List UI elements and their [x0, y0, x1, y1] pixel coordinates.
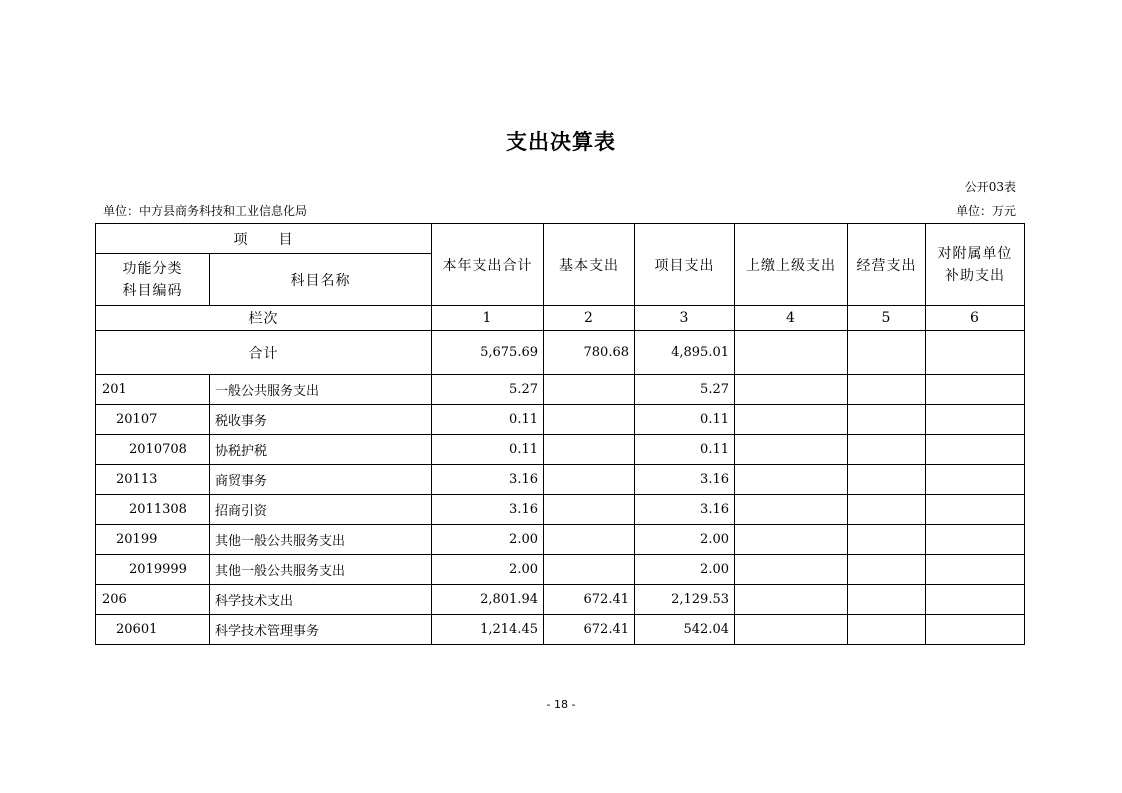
project-cell: 542.04	[635, 615, 735, 645]
name-cell: 一般公共服务支出	[210, 375, 432, 405]
project-cell: 5.27	[635, 375, 735, 405]
project-cell: 0.11	[635, 435, 735, 465]
total-cell: 2,801.94	[432, 585, 544, 615]
total-cell: 3.16	[432, 465, 544, 495]
table-row	[96, 615, 1025, 645]
remit-cell	[735, 525, 848, 555]
table-row	[96, 405, 1025, 435]
total-cell: 2.00	[432, 525, 544, 555]
table-row	[96, 585, 1025, 615]
subsidy-cell	[926, 585, 1025, 615]
remit-cell	[735, 465, 848, 495]
code-cell: 2010708	[96, 435, 210, 465]
code-cell: 2011308	[96, 495, 210, 525]
header-subsidy: 对附属单位 补助支出	[926, 224, 1025, 306]
column-index-6: 6	[926, 306, 1025, 331]
column-index-3: 3	[635, 306, 735, 331]
total-label: 合计	[96, 331, 432, 375]
table-row	[96, 555, 1025, 585]
business-cell	[848, 615, 926, 645]
table-row	[96, 495, 1025, 525]
header-total: 本年支出合计	[432, 224, 544, 306]
column-index-4: 4	[735, 306, 848, 331]
basic-cell: 672.41	[544, 615, 635, 645]
code-cell: 20113	[96, 465, 210, 495]
name-cell: 其他一般公共服务支出	[210, 525, 432, 555]
code-cell: 20601	[96, 615, 210, 645]
business-cell	[848, 555, 926, 585]
basic-cell	[544, 405, 635, 435]
column-index-row	[96, 306, 1025, 331]
total-cell: 3.16	[432, 495, 544, 525]
total-row	[96, 331, 1025, 375]
name-cell: 商贸事务	[210, 465, 432, 495]
header-func-code: 功能分类 科目编码	[96, 254, 210, 306]
data-rows	[96, 375, 1025, 645]
basic-cell	[544, 465, 635, 495]
total-project: 4,895.01	[635, 331, 735, 375]
name-cell: 招商引资	[210, 495, 432, 525]
total-remit	[735, 331, 848, 375]
header-basic: 基本支出	[544, 224, 635, 306]
column-index-2: 2	[544, 306, 635, 331]
header-business: 经营支出	[848, 224, 926, 306]
total-cell: 2.00	[432, 555, 544, 585]
page-title: 支出决算表	[506, 130, 616, 154]
subsidy-cell	[926, 555, 1025, 585]
basic-cell: 672.41	[544, 585, 635, 615]
basic-cell	[544, 495, 635, 525]
header-item: 项 目	[96, 224, 432, 254]
unit-currency: 单位：万元	[955, 204, 1016, 218]
project-cell: 3.16	[635, 495, 735, 525]
name-cell: 其他一般公共服务支出	[210, 555, 432, 585]
total-cell: 0.11	[432, 435, 544, 465]
remit-cell	[735, 615, 848, 645]
header-row-1	[96, 224, 1025, 254]
table-row	[96, 375, 1025, 405]
project-cell: 2.00	[635, 525, 735, 555]
project-cell: 0.11	[635, 405, 735, 435]
name-cell: 税收事务	[210, 405, 432, 435]
total-basic: 780.68	[544, 331, 635, 375]
subsidy-cell	[926, 375, 1025, 405]
page-number: - 18 -	[546, 698, 576, 711]
subsidy-cell	[926, 525, 1025, 555]
table-row	[96, 435, 1025, 465]
business-cell	[848, 525, 926, 555]
business-cell	[848, 495, 926, 525]
expenditure-table	[95, 223, 1025, 645]
remit-cell	[735, 405, 848, 435]
name-cell: 协税护税	[210, 435, 432, 465]
basic-cell	[544, 555, 635, 585]
project-cell: 3.16	[635, 465, 735, 495]
column-index-5: 5	[848, 306, 926, 331]
subsidy-cell	[926, 435, 1025, 465]
subsidy-cell	[926, 615, 1025, 645]
business-cell	[848, 585, 926, 615]
name-cell: 科学技术支出	[210, 585, 432, 615]
code-cell: 206	[96, 585, 210, 615]
remit-cell	[735, 375, 848, 405]
subsidy-cell	[926, 465, 1025, 495]
column-index-1: 1	[432, 306, 544, 331]
total-cell: 0.11	[432, 405, 544, 435]
name-cell: 科学技术管理事务	[210, 615, 432, 645]
business-cell	[848, 465, 926, 495]
remit-cell	[735, 495, 848, 525]
total-sum: 5,675.69	[432, 331, 544, 375]
remit-cell	[735, 555, 848, 585]
total-cell: 1,214.45	[432, 615, 544, 645]
code-cell: 2019999	[96, 555, 210, 585]
code-cell: 20199	[96, 525, 210, 555]
business-cell	[848, 405, 926, 435]
column-index-label: 栏次	[96, 306, 432, 331]
table-row	[96, 465, 1025, 495]
form-number: 公开03表	[964, 180, 1016, 194]
total-subsidy	[926, 331, 1025, 375]
business-cell	[848, 375, 926, 405]
subsidy-cell	[926, 495, 1025, 525]
unit-organization: 单位：中方县商务科技和工业信息化局	[103, 204, 308, 218]
basic-cell	[544, 375, 635, 405]
project-cell: 2.00	[635, 555, 735, 585]
code-cell: 201	[96, 375, 210, 405]
table-row	[96, 525, 1025, 555]
header-subject-name: 科目名称	[210, 254, 432, 306]
total-cell: 5.27	[432, 375, 544, 405]
total-business	[848, 331, 926, 375]
remit-cell	[735, 435, 848, 465]
subsidy-cell	[926, 405, 1025, 435]
header-remit: 上缴上级支出	[735, 224, 848, 306]
header-project: 项目支出	[635, 224, 735, 306]
code-cell: 20107	[96, 405, 210, 435]
remit-cell	[735, 585, 848, 615]
project-cell: 2,129.53	[635, 585, 735, 615]
basic-cell	[544, 435, 635, 465]
business-cell	[848, 435, 926, 465]
basic-cell	[544, 525, 635, 555]
